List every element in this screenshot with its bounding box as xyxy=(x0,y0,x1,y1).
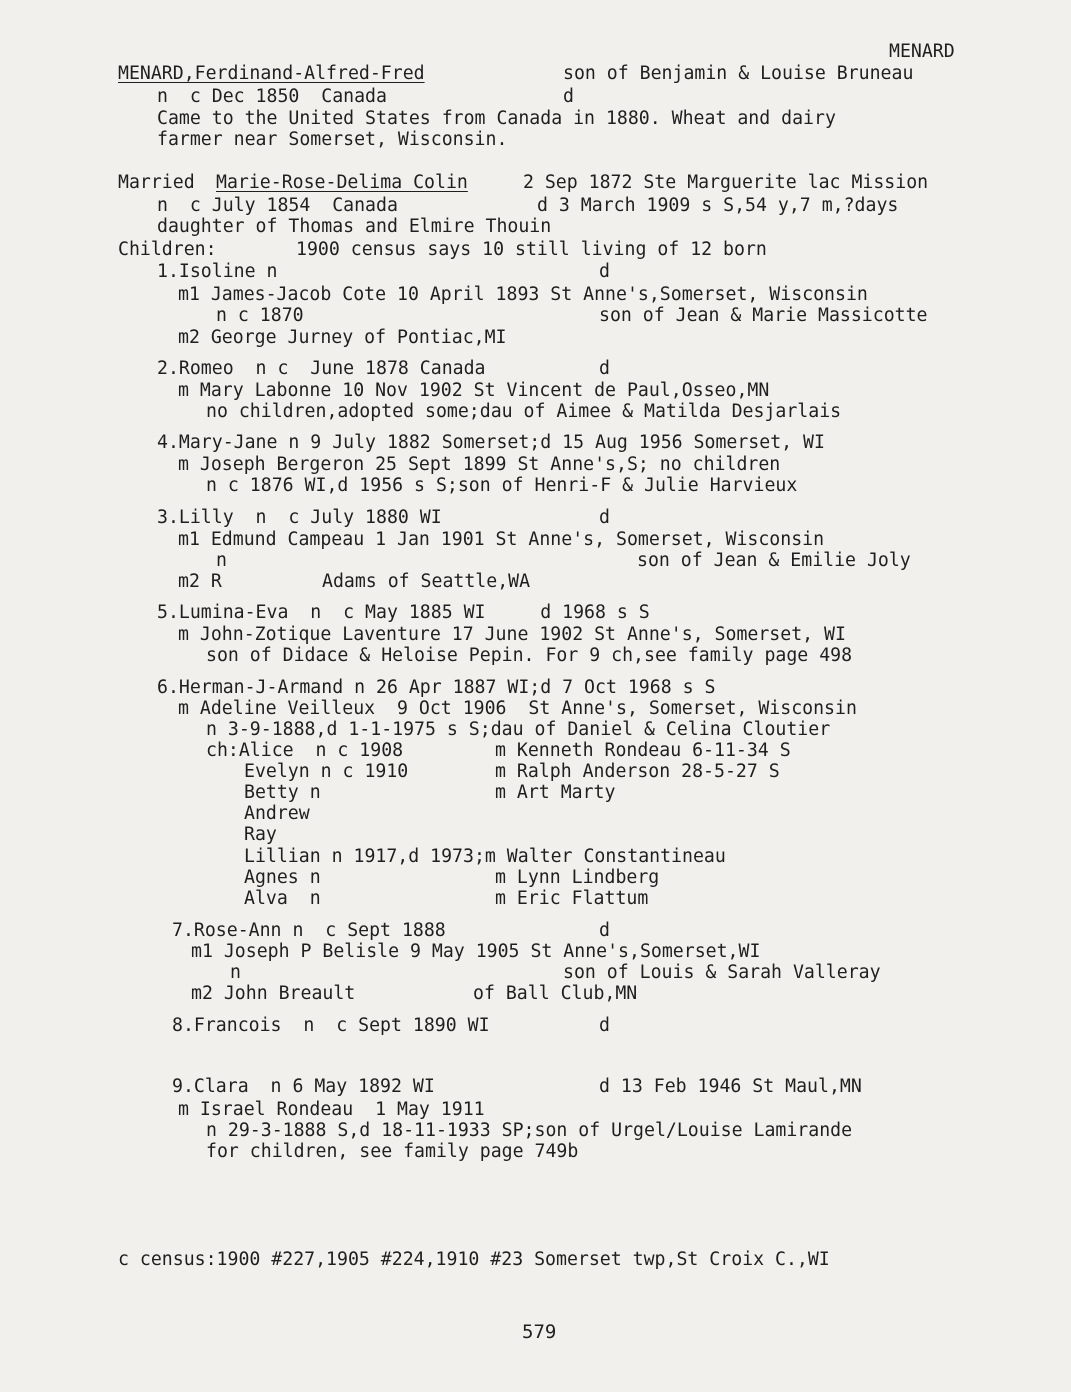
text-segment: d xyxy=(563,86,574,107)
text-line xyxy=(0,400,1071,424)
text-segment: m Israel Rondeau 1 May 1911 xyxy=(178,1099,485,1120)
text-segment: for children, see family page 749b xyxy=(206,1141,579,1162)
text-segment: farmer near Somerset, Wisconsin. xyxy=(157,129,508,150)
text-line xyxy=(0,62,1071,86)
text-segment: of Ball Club,MN xyxy=(473,983,638,1004)
text-segment: 8.Francois n c Sept 1890 WI xyxy=(172,1015,490,1036)
text-segment: m Eric Flattum xyxy=(495,888,649,909)
text-segment: m1 Edmund Campeau 1 Jan 1901 St Anne's, Somerset, Wisconsin xyxy=(178,529,825,550)
text-segment: Lillian n 1917,d 1973;m Walter Constantineau xyxy=(244,846,726,867)
text-segment: m1 Joseph P Belisle 9 May 1905 St Anne's,Somerset,WI xyxy=(191,941,761,962)
text-segment: d xyxy=(599,261,610,282)
text-segment: m2 George Jurney of Pontiac,MI xyxy=(178,327,507,348)
text-line xyxy=(0,1075,1071,1099)
text-line xyxy=(0,128,1071,152)
text-segment: n c 1876 WI,d 1956 s S;son of Henri-F & Julie Harvieux xyxy=(206,475,798,496)
text-segment: d xyxy=(599,507,610,528)
text-segment: d xyxy=(599,358,610,379)
text-segment: Evelyn n c 1910 xyxy=(244,761,409,782)
text-line xyxy=(0,357,1071,381)
text-line xyxy=(0,982,1071,1006)
text-line xyxy=(0,85,1071,109)
text-segment: m Lynn Lindberg xyxy=(495,867,660,888)
text-line xyxy=(0,823,1071,847)
text-segment: Betty n xyxy=(244,782,321,803)
text-segment: MENARD xyxy=(889,41,955,62)
text-segment: Children: xyxy=(118,239,217,260)
text-segment: c census:1900 #227,1905 #224,1910 #23 Somerset twp,St Croix C.,WI xyxy=(118,1249,830,1270)
text-line xyxy=(0,1248,1071,1272)
text-segment: d 3 March 1909 s S,54 y,7 m,?days xyxy=(537,195,899,216)
text-segment: n c July 1854 Canada xyxy=(157,195,398,216)
text-segment: son of Didace & Heloise Pepin. For 9 ch,see family page 498 xyxy=(206,645,853,666)
text-segment: n c Dec 1850 Canada xyxy=(157,86,387,107)
text-segment: 2 Sep 1872 Ste Marguerite lac Mission xyxy=(512,172,929,193)
text-segment: 6.Herman-J-Armand n 26 Apr 1887 WI;d 7 Oct 1968 s S xyxy=(157,677,716,698)
text-segment: Ray xyxy=(244,824,277,845)
text-segment: 2.Romeo n c June 1878 Canada xyxy=(157,358,486,379)
page-number-text: 579 xyxy=(522,1321,557,1343)
text-segment: son of Louis & Sarah Valleray xyxy=(563,962,881,983)
text-segment: 3.Lilly n c July 1880 WI xyxy=(157,507,442,528)
text-line xyxy=(0,1140,1071,1164)
text-line xyxy=(0,260,1071,284)
text-line xyxy=(0,474,1071,498)
text-segment: ch:Alice n c 1908 xyxy=(206,740,404,761)
text-line xyxy=(0,171,1071,195)
text-line xyxy=(0,644,1071,668)
text-segment: m Ralph Anderson 28-5-27 S xyxy=(495,761,780,782)
text-segment: m Art Marty xyxy=(495,782,616,803)
text-segment: m Joseph Bergeron 25 Sept 1899 St Anne's,S; no children xyxy=(178,454,781,475)
text-segment: son of Benjamin & Louise Bruneau xyxy=(563,63,914,84)
text-line xyxy=(0,238,1071,262)
text-segment: m John-Zotique Laventure 17 June 1902 St Anne's, Somerset, WI xyxy=(178,624,846,645)
text-segment: n xyxy=(216,550,227,571)
text-segment: 5.Lumina-Eva n c May 1885 WI d 1968 s S xyxy=(157,602,650,623)
text-segment: son of Jean & Marie Massicotte xyxy=(599,305,928,326)
text-line xyxy=(0,326,1071,350)
text-segment: m Adeline Veilleux 9 Oct 1906 St Anne's, Somerset, Wisconsin xyxy=(178,698,857,719)
text-line xyxy=(0,40,1071,64)
text-line xyxy=(0,1014,1071,1038)
text-segment: Came to the United States from Canada in 1880. Wheat and dairy xyxy=(157,108,836,129)
underlined-name: MENARD,Ferdinand-Alfred-Fred xyxy=(118,63,425,84)
text-segment: 9.Clara n 6 May 1892 WI xyxy=(172,1076,435,1097)
text-segment: Married xyxy=(118,172,206,193)
text-segment: daughter of Thomas and Elmire Thouin xyxy=(157,216,552,237)
text-line xyxy=(0,304,1071,328)
text-segment: m Kenneth Rondeau 6-11-34 S xyxy=(495,740,791,761)
text-segment: Adams of Seattle,WA xyxy=(322,571,531,592)
text-segment: 1.Isoline n xyxy=(157,261,278,282)
text-segment: d 13 Feb 1946 St Maul,MN xyxy=(599,1076,862,1097)
text-line xyxy=(0,570,1071,594)
text-segment: n 3-9-1888,d 1-1-1975 s S;dau of Daniel & Celina Cloutier xyxy=(206,719,831,740)
text-segment: m2 John Breault xyxy=(191,983,356,1004)
text-segment: Agnes n xyxy=(244,867,321,888)
text-segment: m2 R xyxy=(178,571,222,592)
text-segment: no children,adopted some;dau of Aimee & Matilda Desjarlais xyxy=(206,401,842,422)
text-segment: n c 1870 xyxy=(216,305,304,326)
page-number xyxy=(0,1320,1071,1344)
text-segment: Andrew xyxy=(244,803,310,824)
text-segment: n 29-3-1888 S,d 18-11-1933 SP;son of Urgel/Louise Lamirande xyxy=(206,1120,853,1141)
text-line xyxy=(0,601,1071,625)
text-line xyxy=(0,506,1071,530)
text-segment: 1900 census says 10 still living of 12 born xyxy=(296,239,767,260)
text-segment: d xyxy=(599,920,610,941)
text-segment: 7.Rose-Ann n c Sept 1888 xyxy=(172,920,446,941)
text-line xyxy=(0,887,1071,911)
text-line xyxy=(0,431,1071,455)
text-segment: m Mary Labonne 10 Nov 1902 St Vincent de Paul,Osseo,MN xyxy=(178,380,770,401)
text-segment: n xyxy=(230,962,241,983)
underlined-name: Marie-Rose-Delima Colin xyxy=(216,172,468,193)
text-segment: Alva n xyxy=(244,888,321,909)
text-segment: 4.Mary-Jane n 9 July 1882 Somerset;d 15 Aug 1956 Somerset, WI xyxy=(157,432,825,453)
text-line xyxy=(0,215,1071,239)
text-segment: m1 James-Jacob Cote 10 April 1893 St Anne's,Somerset, Wisconsin xyxy=(178,284,868,305)
text-segment: d xyxy=(599,1015,610,1036)
text-segment: son of Jean & Emilie Joly xyxy=(637,550,911,571)
